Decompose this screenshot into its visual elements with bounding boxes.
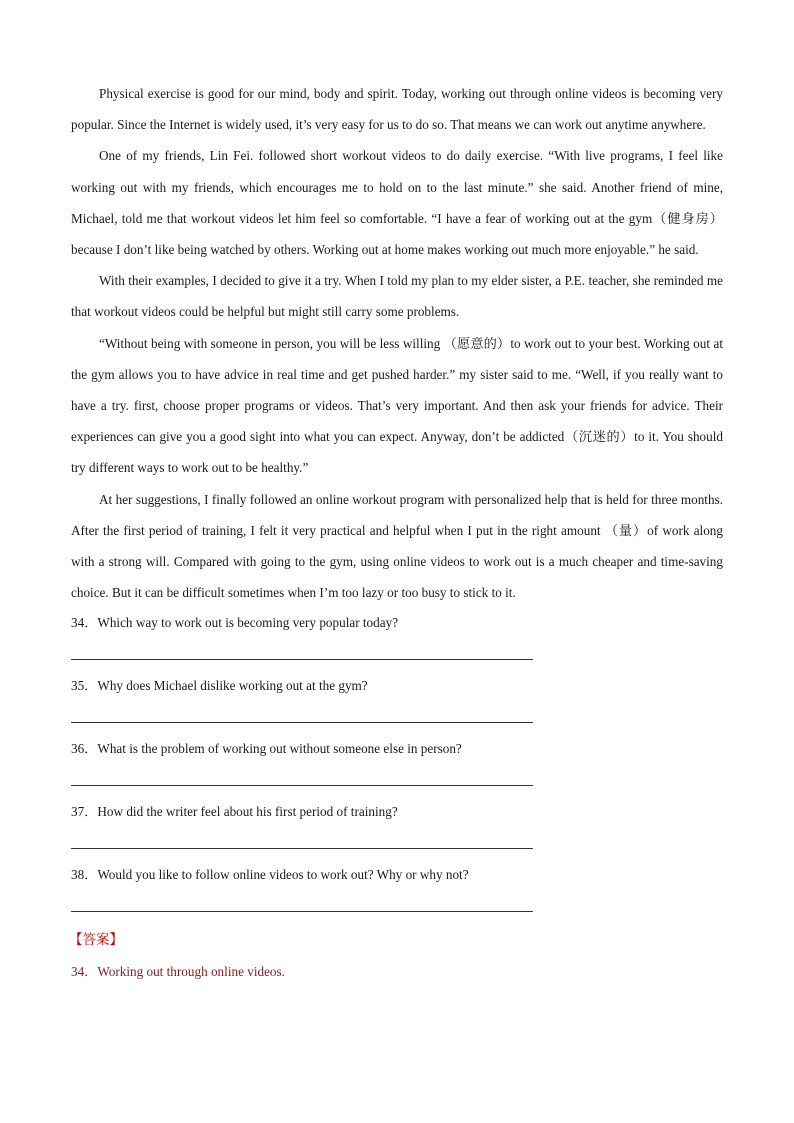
passage-paragraph-4: “Without being with someone in person, you will be less willing （愿意的）to work out to your best. Working out at the gym allows you to have advice in real time and get pushed harder.” my sister said to me. “Well, if you really want to have a try. first, choose proper programs or videos. That’s very important. And then ask your friends for advice. Their experiences can give you a good sight into what you can expect. Anyway, don’t be addicted（沉迷的）to it. You should try different ways to work out to be healthy.” <box>71 335 723 476</box>
question-38: 38．Would you like to follow online videos to work out? Why or why not? <box>71 867 469 883</box>
question-35: 35．Why does Michael dislike working out at the gym? <box>71 678 368 694</box>
question-36: 36．What is the problem of working out without someone else in person? <box>71 741 462 757</box>
document-page <box>71 78 723 982</box>
answer-line-34[interactable] <box>71 659 533 660</box>
question-block-38 <box>71 865 723 912</box>
passage-paragraph-3: With their examples, I decided to give it a try. When I told my plan to my elder sister, a P.E. teacher, she reminded me that workout videos could be helpful but might still carry some problems. <box>71 273 723 320</box>
answer-heading: 【答案】 <box>69 932 123 948</box>
answer-34: 34．Working out through online videos. <box>71 964 285 980</box>
answer-line-36[interactable] <box>71 785 533 786</box>
question-block-35 <box>71 676 723 723</box>
question-block-34 <box>71 613 723 660</box>
passage-paragraph-2: One of my friends, Lin Fei. followed short workout videos to do daily exercise. “With live programs, I feel like working out with my friends, which encourages me to hold on to the last minute.” she said. Another friend of mine, Michael, told me that workout videos let him feel so comfortable. “I have a fear of working out at the gym（健身房）because I don’t like being watched by others. Working out at home makes working out much more enjoyable.” he said. <box>71 148 723 258</box>
question-37: 37．How did the writer feel about his first period of training? <box>71 804 398 820</box>
passage-paragraph-5: At her suggestions, I finally followed an online workout program with personalized help that is held for three months. After the first period of training, I felt it very practical and helpful when I put in the right amount （量）of work along with a strong will. Compared with going to the gym, using online videos to work out is a much cheaper and time-saving choice. But it can be difficult sometimes when I’m too lazy or too busy to stick to it. <box>71 491 723 601</box>
answer-line-38[interactable] <box>71 911 533 912</box>
answer-line-35[interactable] <box>71 722 533 723</box>
question-block-37 <box>71 802 723 849</box>
question-34: 34．Which way to work out is becoming very popular today? <box>71 615 399 631</box>
question-block-36 <box>71 739 723 786</box>
passage-paragraph-1: Physical exercise is good for our mind, body and spirit. Today, working out through online videos is becoming very popular. Since the Internet is widely used, it’s very easy for us to do so. That means we can work out anytime anywhere. <box>71 86 723 133</box>
answer-line-37[interactable] <box>71 848 533 849</box>
